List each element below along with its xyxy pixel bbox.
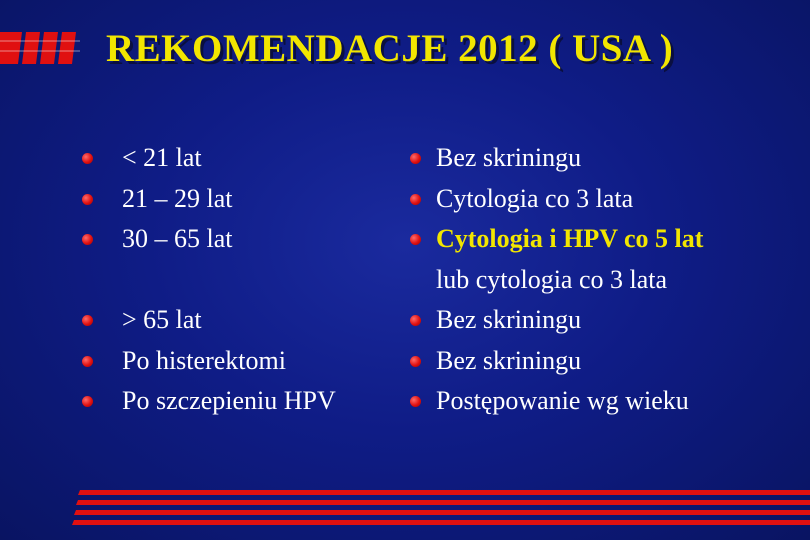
list-item-text: > 65 lat	[122, 305, 202, 334]
right-column-list	[410, 138, 703, 422]
bullet-icon	[82, 315, 93, 326]
list-item	[82, 219, 336, 260]
red-stripes-decoration-icon	[72, 488, 810, 528]
bullet-icon	[82, 153, 93, 164]
list-item-text: Postępowanie wg wieku	[436, 386, 689, 415]
list-item	[410, 179, 703, 220]
list-item	[82, 300, 336, 341]
list-item	[410, 381, 703, 422]
list-item-text: Cytologia i HPV co 5 lat	[436, 224, 704, 253]
bullet-icon	[82, 356, 93, 367]
bullet-icon	[410, 153, 421, 164]
bullet-icon	[82, 396, 93, 407]
list-item-text: 30 – 65 lat	[122, 224, 233, 253]
bullet-icon	[82, 234, 93, 245]
list-item	[82, 138, 336, 179]
bullet-icon	[410, 356, 421, 367]
slide-title: REKOMENDACJE 2012 ( USA )	[106, 27, 674, 70]
list-item-text: Bez skriningu	[436, 305, 582, 334]
list-item	[82, 381, 336, 422]
bullet-icon	[410, 315, 421, 326]
list-item	[82, 179, 336, 220]
list-item-text: 21 – 29 lat	[122, 183, 233, 213]
bullet-icon	[82, 194, 93, 205]
list-item-highlighted	[410, 219, 703, 260]
list-item-text: lub cytologia co 3 lata	[436, 264, 668, 294]
list-item-text: Cytologia co 3 lata	[436, 183, 634, 213]
list-item	[82, 341, 336, 382]
bullet-icon	[410, 234, 421, 245]
left-column-list	[82, 138, 336, 422]
list-item	[410, 341, 703, 382]
list-item-text: Bez skriningu	[436, 345, 582, 375]
bullet-icon	[410, 396, 421, 407]
list-item-text: Bez skriningu	[436, 143, 582, 172]
list-item	[410, 300, 703, 341]
list-item	[410, 138, 703, 179]
list-item-text: < 21 lat	[122, 143, 202, 172]
red-stripes-logo-icon	[0, 30, 82, 66]
list-item-text: Po szczepieniu HPV	[122, 386, 336, 415]
list-item-text: Po histerektomi	[122, 345, 286, 375]
bullet-icon	[410, 194, 421, 205]
list-item-continuation	[410, 260, 703, 301]
